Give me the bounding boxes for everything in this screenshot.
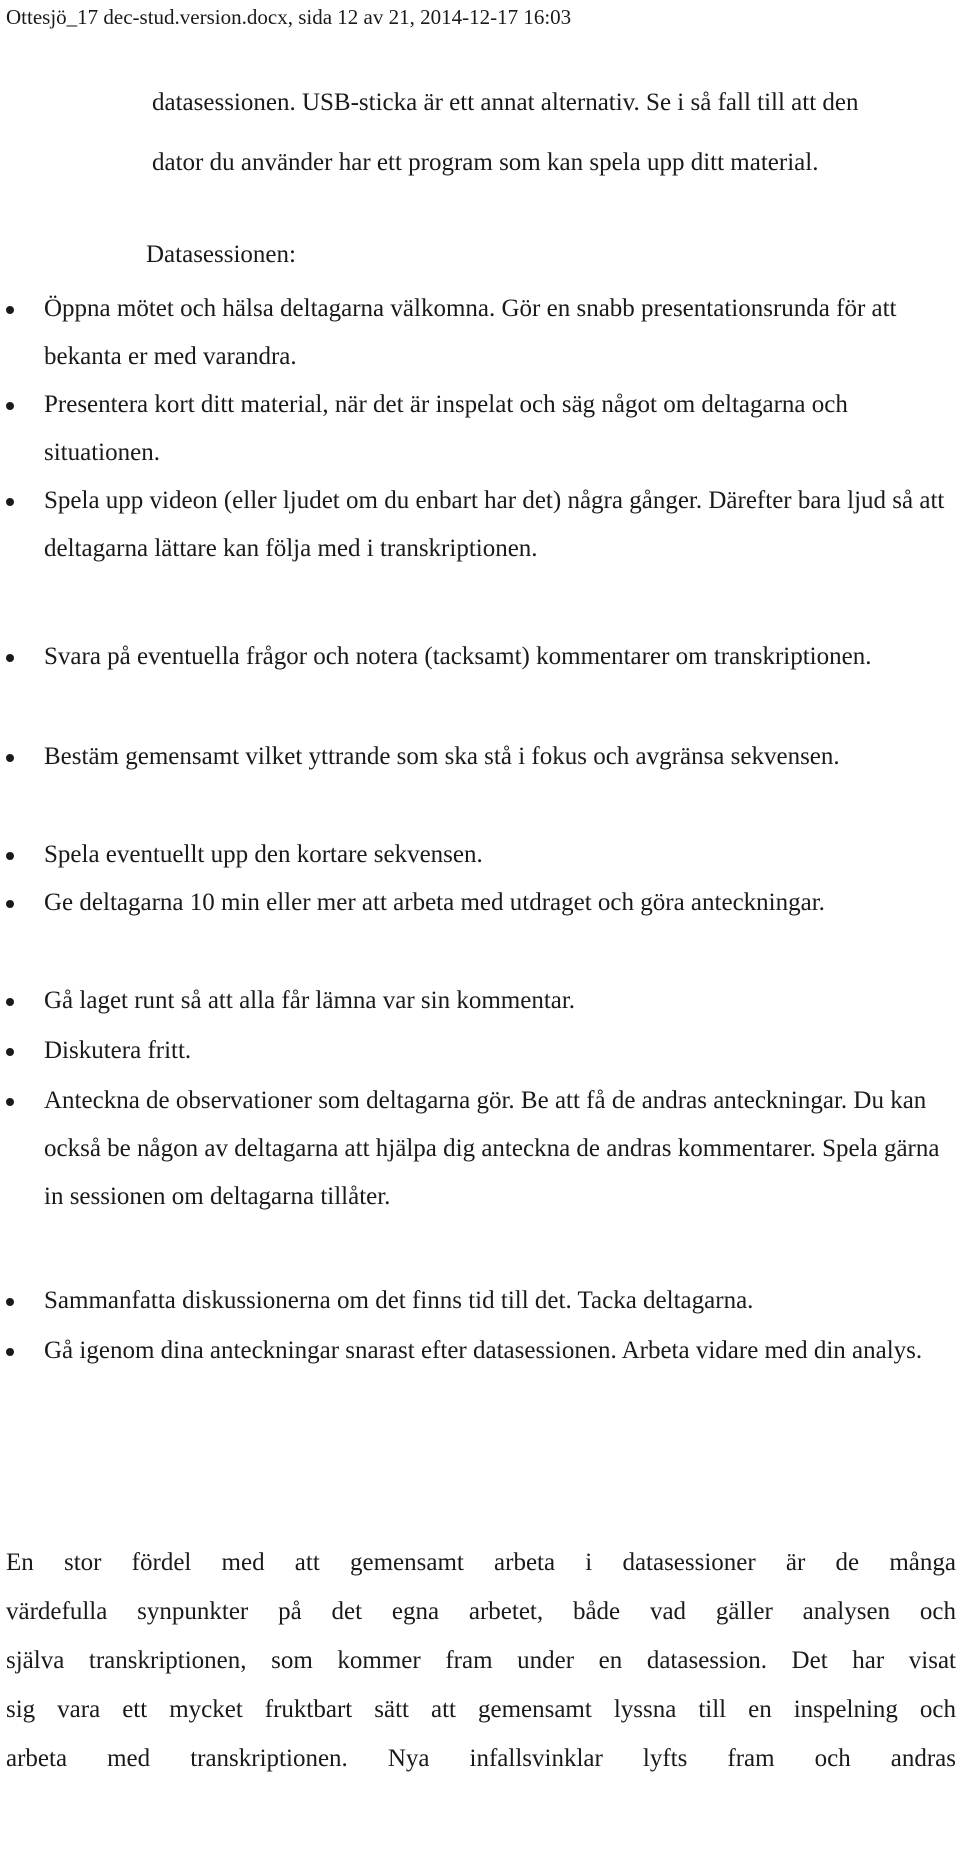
body-paragraph xyxy=(6,1538,956,1783)
list-item-text: Ge deltagarna 10 min eller mer att arbeta med utdraget och göra anteckningar. xyxy=(44,889,825,916)
list-item xyxy=(6,1334,950,1382)
bullet-icon xyxy=(6,852,14,860)
bullet-icon xyxy=(6,1048,14,1056)
list-item xyxy=(6,484,950,580)
continuation-line: dator du använder har ett program som kan spela upp ditt material. xyxy=(152,149,819,176)
bullet-icon xyxy=(6,754,14,762)
bullet-icon xyxy=(6,654,14,662)
list-item xyxy=(6,984,950,1032)
paragraph-line: sig vara ett mycket fruktbart sätt att gemensamt lyssna till en inspelning och xyxy=(6,1696,956,1723)
list-item-text: Gå igenom dina anteckningar snarast efter datasessionen. Arbeta vidare med din analys. xyxy=(44,1337,923,1364)
list-item xyxy=(6,886,950,934)
bullet-icon xyxy=(6,402,14,410)
list-item xyxy=(6,292,950,388)
paragraph-line: En stor fördel med att gemensamt arbeta i datasessioner är de många xyxy=(6,1549,956,1576)
bullet-icon xyxy=(6,306,14,314)
list-item-text: Sammanfatta diskussionerna om det finns tid till det. Tacka deltagarna. xyxy=(44,1287,754,1314)
list-item xyxy=(6,1034,950,1082)
bullet-icon xyxy=(6,900,14,908)
list-item-text: Diskutera fritt. xyxy=(44,1037,192,1064)
list-item-text: Gå laget runt så att alla får lämna var sin kommentar. xyxy=(44,987,576,1014)
list-item xyxy=(6,1284,950,1332)
bullet-icon xyxy=(6,1298,14,1306)
bullet-icon xyxy=(6,498,14,506)
paragraph-line: värdefulla synpunkter på det egna arbetet, både vad gäller analysen och xyxy=(6,1598,956,1625)
paragraph-line: arbeta med transkriptionen. Nya infallsvinklar lyfts fram och andras xyxy=(6,1745,956,1772)
list-item-text: Spela upp videon (eller ljudet om du enbart har det) några gånger. Därefter bara ljud så att deltagarna lättare kan följa med i transkriptionen. xyxy=(44,487,945,562)
section-heading: Datasessionen: xyxy=(146,241,296,268)
paragraph-line: själva transkriptionen, som kommer fram under en datasession. Det har visat xyxy=(6,1647,956,1674)
continuation-line: datasessionen. USB-sticka är ett annat alternativ. Se i så fall till att den xyxy=(152,89,859,116)
list-item xyxy=(6,740,950,788)
list-item-text: Öppna mötet och hälsa deltagarna välkomna. Gör en snabb presentationsrunda för att bekanta er med varandra. xyxy=(44,295,897,370)
list-item xyxy=(6,388,950,484)
list-item-text: Anteckna de observationer som deltagarna gör. Be att få de andras anteckningar. Du kan också be någon av deltagarna att hjälpa dig anteckna de andras kommentarer. Spela gärna in sessionen om deltagarna tillåter. xyxy=(44,1087,940,1210)
bullet-icon xyxy=(6,998,14,1006)
bullet-icon xyxy=(6,1348,14,1356)
list-item xyxy=(6,640,950,688)
list-item-text: Svara på eventuella frågor och notera (tacksamt) kommentarer om transkriptionen. xyxy=(44,643,872,670)
document-header: Ottesjö_17 dec-stud.version.docx, sida 12 av 21, 2014-12-17 16:03 xyxy=(6,5,572,29)
list-item-text: Spela eventuellt upp den kortare sekvensen. xyxy=(44,841,483,868)
list-item xyxy=(6,1084,950,1228)
list-item-text: Bestäm gemensamt vilket yttrande som ska stå i fokus och avgränsa sekvensen. xyxy=(44,743,840,770)
bullet-icon xyxy=(6,1098,14,1106)
list-item-text: Presentera kort ditt material, när det är inspelat och säg något om deltagarna och situationen. xyxy=(44,391,848,466)
